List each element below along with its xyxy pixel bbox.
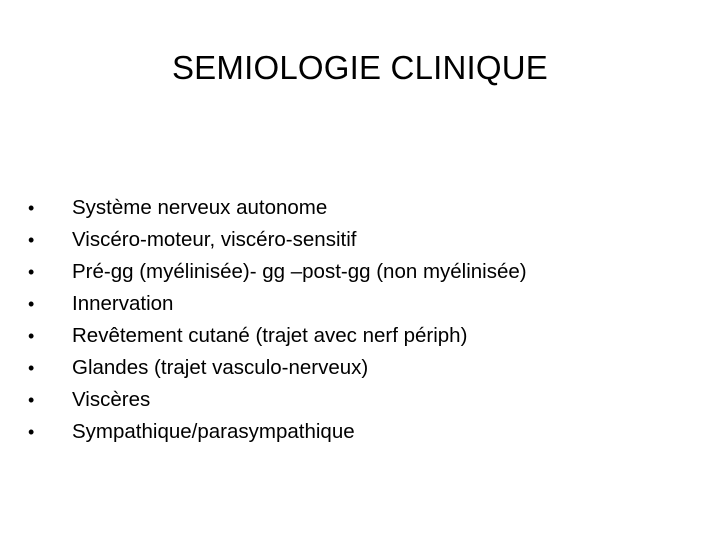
bullet-text: Innervation bbox=[72, 292, 174, 315]
list-item bbox=[28, 416, 527, 448]
list-item bbox=[28, 352, 527, 384]
bullet-text: Glandes (trajet vasculo-nerveux) bbox=[72, 356, 369, 379]
bullet-icon: • bbox=[28, 326, 35, 346]
bullet-text: Viscéro-moteur, viscéro-sensitif bbox=[72, 228, 357, 251]
list-item bbox=[28, 320, 527, 352]
bullet-text: Viscères bbox=[72, 388, 151, 411]
bullet-text: Sympathique/parasympathique bbox=[72, 420, 355, 443]
list-item bbox=[28, 288, 527, 320]
bullet-icon: • bbox=[28, 198, 35, 218]
bullet-icon: • bbox=[28, 422, 35, 442]
bullet-text: Revêtement cutané (trajet avec nerf périph) bbox=[72, 324, 468, 347]
list-item bbox=[28, 384, 527, 416]
bullet-text: Système nerveux autonome bbox=[72, 196, 328, 219]
list-item bbox=[28, 192, 527, 224]
bullet-list bbox=[28, 192, 527, 448]
list-item bbox=[28, 256, 527, 288]
list-item bbox=[28, 224, 527, 256]
bullet-icon: • bbox=[28, 230, 35, 250]
bullet-icon: • bbox=[28, 358, 35, 378]
slide-title: SEMIOLOGIE CLINIQUE bbox=[171, 49, 549, 86]
bullet-text: Pré-gg (myélinisée)- gg –post-gg (non myélinisée) bbox=[72, 260, 527, 283]
bullet-icon: • bbox=[28, 390, 35, 410]
bullet-icon: • bbox=[28, 294, 35, 314]
bullet-icon: • bbox=[28, 262, 35, 282]
